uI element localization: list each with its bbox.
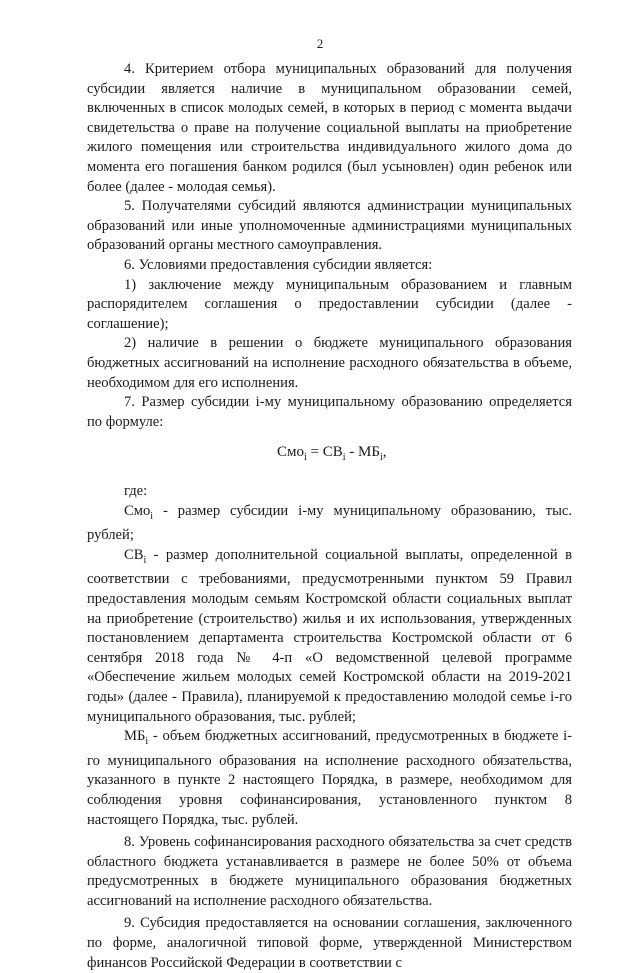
- definition-sv-symbol: СВ: [124, 546, 144, 563]
- definition-sv-text: - размер дополнительной социальной выплаты, определенной в соответствии с требованиями, предусмотренными пунктом 59 Правил предоставления молодым семьям Костромской области социальных выплат на приобретение (строительство) жилья и их использования, утвержденных постановлением департамента строительства Костромской области от 6 сентября 2018 года № 4-п «О ведомственной целевой программе «Обеспечение жильем молодых семей Костромской области на 2019-2021 годы» (далее - Правила), планируемой к предоставлению молодой семье i-го муниципального образования, тыс. рублей;: [87, 546, 572, 725]
- definition-sv: [87, 546, 572, 727]
- formula-tail: ,: [382, 444, 387, 461]
- where-label: где:: [124, 483, 148, 500]
- page-number: 2: [316, 36, 324, 51]
- definition-sv-sub: i: [143, 554, 147, 566]
- paragraph-6-item-2: 2) наличие в решении о бюджете муниципального образования бюджетных ассигнований на исполнение расходного обязательства в объеме, необходимом для его исполнения.: [87, 335, 572, 391]
- paragraph-6-item-1: 1) заключение между муниципальным образованием и главным распорядителем соглашения о предоставлении субсидии (далее - соглашение);: [87, 276, 572, 332]
- subsidy-formula: [87, 442, 572, 468]
- paragraph-8: 8. Уровень софинансирования расходного обязательства за счет средств областного бюджета устанавливается в размере не более 50% от объема предусмотренных в бюджете муниципального образования бюджетных ассигнований на исполнение расходного обязательства.: [87, 834, 572, 909]
- definition-mb-symbol: МБ: [124, 728, 146, 745]
- formula-term2: МБ: [358, 444, 380, 461]
- definition-smo-sub: i: [150, 510, 154, 522]
- definition-smo-text: - размер субсидии i-му муниципальному образованию, тыс. рублей;: [87, 502, 572, 544]
- paragraph-4: 4. Критерием отбора муниципальных образований для получения субсидии является наличие в муниципальном образовании семей, включенных в список молодых семей, в которых в период с момента выдачи свидетельства о праве на получение социальной выплаты на приобретение жилого помещения или строительства индивидуального жилого дома до момента его погашения банком родился (был усыновлен) один ребенок или более (далее - молодая семья).: [87, 61, 572, 195]
- formula-term2-sub: i: [380, 452, 383, 464]
- paragraph-5: 5. Получателями субсидий являются администрации муниципальных образований или иные уполномоченные администрациями муниципальных образований органы местного самоуправления.: [87, 198, 572, 254]
- definition-smo: [87, 502, 572, 546]
- definition-smo-symbol: Смо: [124, 502, 151, 519]
- definition-mb-text: - объем бюджетных ассигнований, предусмотренных в бюджете i-го муниципального образования на исполнение расходного обязательства, указанного в пункте 2 настоящего Порядка, в размере, необходимом для соблюдения уровня софинансирования, установленного пунктом 8 настоящего Порядка, тыс. рублей.: [87, 728, 572, 828]
- document-body: [87, 60, 572, 973]
- definition-mb-sub: i: [145, 736, 149, 748]
- paragraph-7: 7. Размер субсидии i-му муниципальному образованию определяется по формуле:: [87, 394, 572, 430]
- formula-equals: =: [306, 444, 323, 461]
- paragraph-9: 9. Субсидия предоставляется на основании соглашения, заключенного по форме, аналогичной типовой форме, утвержденной Министерством финансов Российской Федерации в соответствии с: [87, 915, 572, 971]
- formula-term1-sub: i: [342, 452, 346, 464]
- paragraph-6: 6. Условиями предоставления субсидии является:: [124, 256, 433, 273]
- formula-term1: СВ: [322, 444, 343, 461]
- formula-lhs: Смо: [277, 444, 304, 461]
- formula-minus: -: [345, 444, 359, 461]
- definition-mb: [87, 727, 572, 830]
- formula-lhs-sub: i: [304, 452, 307, 464]
